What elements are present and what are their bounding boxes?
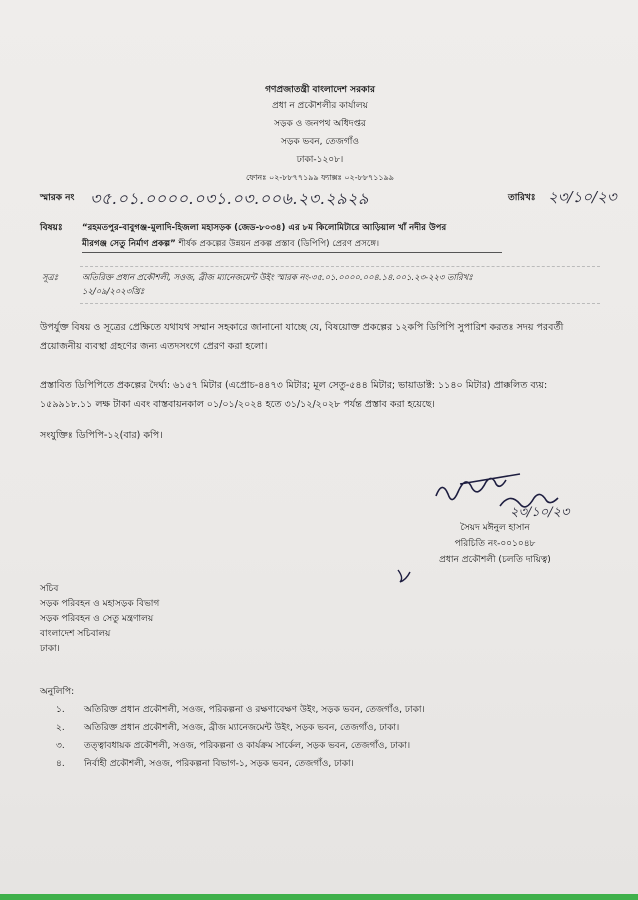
subject-underline (82, 252, 502, 253)
reference-text-1: অতিরিক্ত প্রধান প্রকৌশলী, সওজ, ব্রীজ ম্যানেজমেন্ট উইং স্মারক নং-৩৫.০১.০০০০.০০৪.১৪.০০১.২৩-২২৩ তারিখঃ (82, 272, 473, 282)
copy-item-text: নির্বাহী প্রকৌশলী, সওজ, পরিকল্পনা বিভাগ-১, সড়ক ভবন, তেজগাঁও, ঢাকা। (84, 759, 354, 769)
copies-label: অনুলিপি: (40, 687, 75, 697)
recipient-line: সড়ক পরিবহন ও মহাসড়ক বিভাগ (40, 599, 160, 609)
letterhead-building: সড়ক ভবন, তেজগাঁও (281, 137, 359, 147)
letterhead (200, 84, 440, 187)
signatory-block (400, 520, 590, 568)
letterhead-department: সড়ক ও জনপথ অধিদপ্তর (274, 119, 366, 129)
subject-rest: শীর্ষক প্রকল্পের উন্নয়ন প্রকল্প প্রস্তাব (ডিপিপি) প্রেরণ প্রসঙ্গে। (175, 239, 380, 249)
copy-item-number: ১. (56, 705, 65, 715)
signature-date: ২৩/১০/২৩ (510, 505, 570, 520)
copy-item-number: ৪. (56, 759, 65, 769)
signatory-id: পরিচিতি নং-০০১০৪৮ (454, 539, 536, 549)
letterhead-contact: ফোনঃ ০২-৮৮৭৭১৯৯ ফ্যাক্সঃ ০২-৮৮৭১১৯৯ (246, 173, 394, 182)
recipient-block (40, 582, 300, 657)
reference-text-2: ১২/০৯/২০২৩খ্রিঃ (82, 286, 145, 296)
letterhead-office: প্রধা ন প্রকৌশলীর কার্যালয় (272, 101, 368, 111)
copy-item-text: অতিরিক্ত প্রধান প্রকৌশলী, সওজ, পরিকল্পনা ও রক্ষণাবেক্ষণ উইং, সড়ক ভবন, তেজগাঁও, ঢাকা। (84, 705, 425, 715)
bottom-edge-bar (0, 894, 638, 900)
paragraph-2: প্রস্তাবিত ডিপিপিতে প্রকল্পের দৈর্ঘ্য: ৬১৫৭ মিটার (এপ্রোচ-৪৪৭৩ মিটার; মূল সেতু-৫৪৪ মিটার; ভায়াডাক্ট: ১১৪০ মিটার) প্রাক্কলিত ব্যয়: ১৫৯৯১৮.১১ লক্ষ টাকা এবং বাস্তবায়নকাল ০১/০১/২০২৪ হতে ৩১/১২/২০২৮ পর্যন্ত প্রস্তাব করা হয়েছে। (40, 380, 548, 410)
reference-dashes (80, 266, 600, 304)
copy-item-text: তত্ত্বাবধায়ক প্রকৌশলী, সওজ, পরিকল্পনা ও কার্যক্রম সার্কেল, সড়ক ভবন, তেজগাঁও, ঢাকা। (84, 741, 411, 751)
attachment-line: সংযুক্তিঃ ডিপিপি-১২(বার) কপি। (40, 430, 163, 441)
signatory-designation: প্রধান প্রকৌশলী (চলতি দায়িত্ব) (439, 555, 551, 565)
paragraph-1: উপর্যুক্ত বিষয় ও সূত্রের প্রেক্ষিতে যথাযথ সম্মান সহকারে জানানো যাচ্ছে যে, বিষয়োক্ত প্রকল্পের ১২কপি ডিপিপি সুপারিশ করতঃ সদয় পরবর্তী প্রয়োজনীয় ব্যবস্থা গ্রহণের জন্য এতদসংগে প্রেরণ করা হলো। (40, 322, 564, 352)
copy-item (56, 722, 399, 735)
copy-item-text: অতিরিক্ত প্রধান প্রকৌশলী, সওজ, ব্রীজ ম্যানেজমেন্ট উইং, সড়ক ভবন, তেজগাঁও, ঢাকা। (84, 723, 400, 733)
recipient-line: সড়ক পরিবহন ও সেতু মন্ত্রণালয় (40, 614, 154, 624)
subject-line1: “রহমতপুর-বাবুগঞ্জ-মুলাদি-হিজলা মহাসড়ক (জেড-৮০৩৪) এর ৮ম কিলোমিটারে আড়িয়াল খাঁ নদীর উপর (82, 223, 447, 233)
memo-number: ৩৫.০১.০০০০.০৩১.০৩.০০৬.২৩.২৯২৯ (90, 189, 369, 208)
subject-label: বিষয়ঃ (40, 223, 63, 233)
copy-item (56, 740, 410, 753)
recipient-line: বাংলাদেশ সচিবালয় (40, 629, 111, 639)
recipient-line: সচিব (40, 584, 59, 594)
reference-label: সূত্রঃ (42, 272, 59, 282)
copy-item (56, 758, 354, 771)
subject-project-name: মীরগঞ্জ সেতু নির্মাণ প্রকল্প” (82, 239, 176, 249)
memo-label: স্মারক নং (40, 193, 75, 203)
recipient-line: ঢাকা। (40, 644, 60, 654)
signatory-name: সৈয়দ মঈনুল হাসান (460, 523, 530, 533)
copy-item (56, 704, 425, 717)
letterhead-government: গণপ্রজাতন্ত্রী বাংলাদেশ সরকার (265, 85, 375, 95)
subject-line2 (82, 238, 602, 251)
copy-item-number: ৩. (56, 741, 65, 751)
date-label: তারিখঃ (508, 193, 536, 203)
copy-item-number: ২. (56, 723, 65, 733)
date-value: ২৩/১০/২৩ (548, 188, 617, 206)
memo-row (40, 186, 617, 212)
letterhead-city: ঢাকা-১২০৮। (296, 155, 344, 165)
initial-mark (394, 566, 414, 586)
